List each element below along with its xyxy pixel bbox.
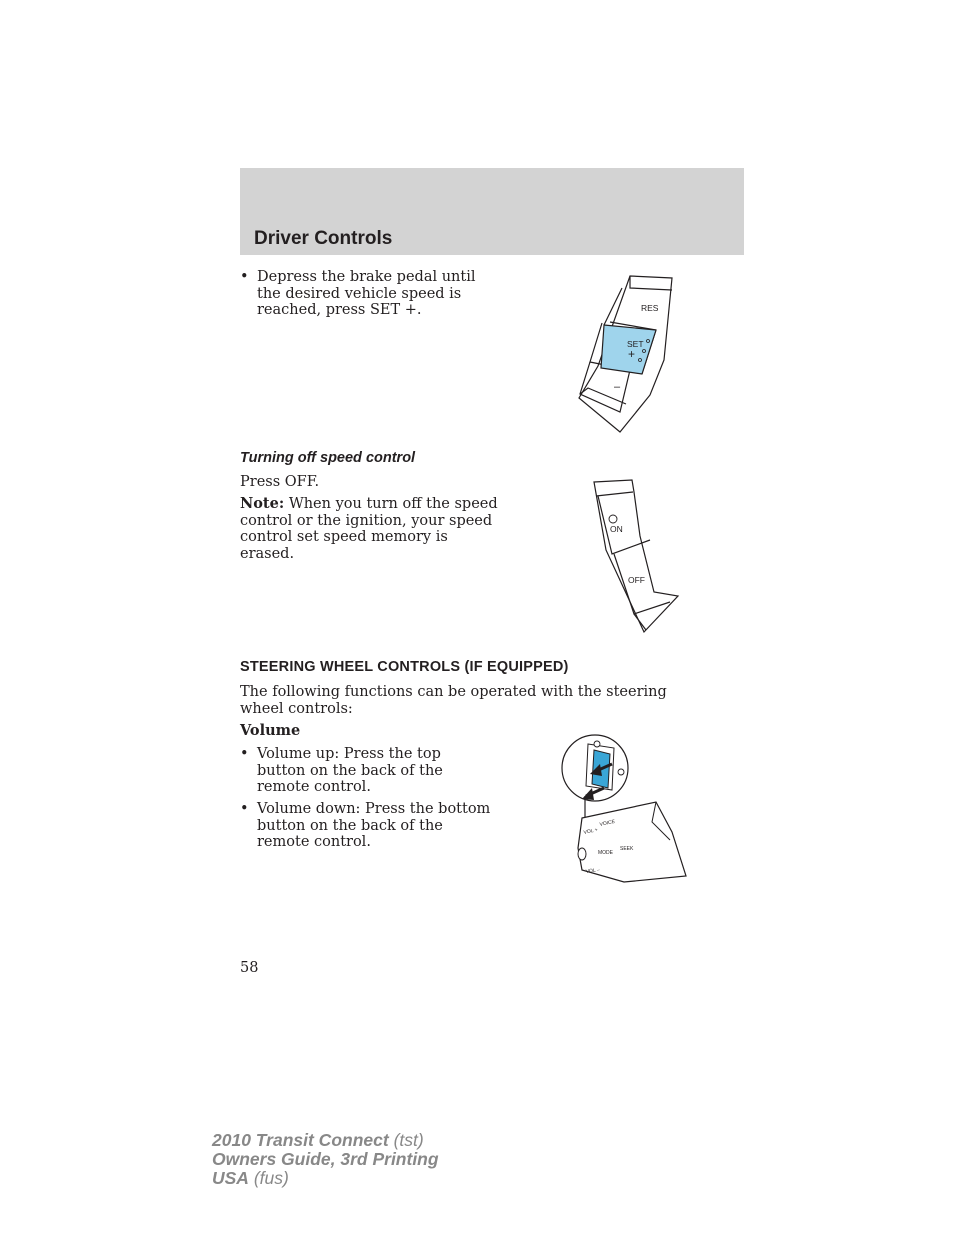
speed-control-set-illustration — [570, 270, 680, 435]
vol-down-label: VOL – — [585, 867, 601, 875]
plus-label: + — [628, 347, 636, 361]
set-label: SET — [627, 339, 644, 349]
volume-down-bullet — [240, 801, 505, 853]
volume-up-bullet — [240, 746, 505, 798]
press-off-text: Press OFF. — [240, 474, 320, 490]
document-footer — [212, 1131, 439, 1188]
off-label: OFF — [628, 575, 645, 585]
steering-controls-heading: STEERING WHEEL CONTROLS (IF EQUIPPED) — [240, 659, 569, 675]
steering-remote-illustration — [560, 728, 692, 886]
turn-off-note — [240, 496, 502, 562]
steering-intro: The following functions can be operated with the steering wheel controls: — [240, 684, 667, 717]
footer-printing: Owners Guide, 3rd Printing — [212, 1149, 439, 1169]
note-label: Note: — [240, 495, 285, 512]
seek-label: SEEK — [620, 846, 634, 852]
set-speed-text: Depress the brake pedal until the desired vehicle speed is reached, press SET +. — [257, 269, 476, 318]
minus-label: – — [614, 381, 621, 393]
vol-up-label: VOL + — [583, 827, 599, 836]
volume-down-text: Volume down: Press the bottom button on the back of the remote control. — [257, 801, 491, 850]
speed-control-on-off-illustration — [588, 476, 688, 636]
footer-market: USA — [212, 1168, 249, 1188]
footer-market-code: (fus) — [253, 1168, 289, 1188]
footer-model-code: (tst) — [393, 1130, 424, 1150]
section-title: Driver Controls — [254, 228, 393, 249]
voice-label: VOICE — [599, 818, 616, 828]
bullet-dot: • — [240, 269, 249, 285]
section-header-band — [240, 168, 744, 255]
turn-off-heading: Turning off speed control — [240, 450, 416, 466]
volume-heading: Volume — [240, 722, 301, 739]
page-number: 58 — [240, 960, 259, 976]
set-speed-bullet — [240, 269, 510, 324]
mode-label: MODE — [598, 850, 613, 856]
volume-up-text: Volume up: Press the top button on the back of the remote control. — [257, 746, 443, 795]
note-text: When you turn off the speed control or the ignition, your speed control set speed memory is erased. — [240, 496, 498, 562]
footer-model: 2010 Transit Connect — [212, 1130, 389, 1150]
on-label: ON — [610, 524, 623, 534]
bullet-dot: • — [240, 801, 249, 817]
res-label: RES — [641, 303, 659, 313]
bullet-dot: • — [240, 746, 249, 762]
